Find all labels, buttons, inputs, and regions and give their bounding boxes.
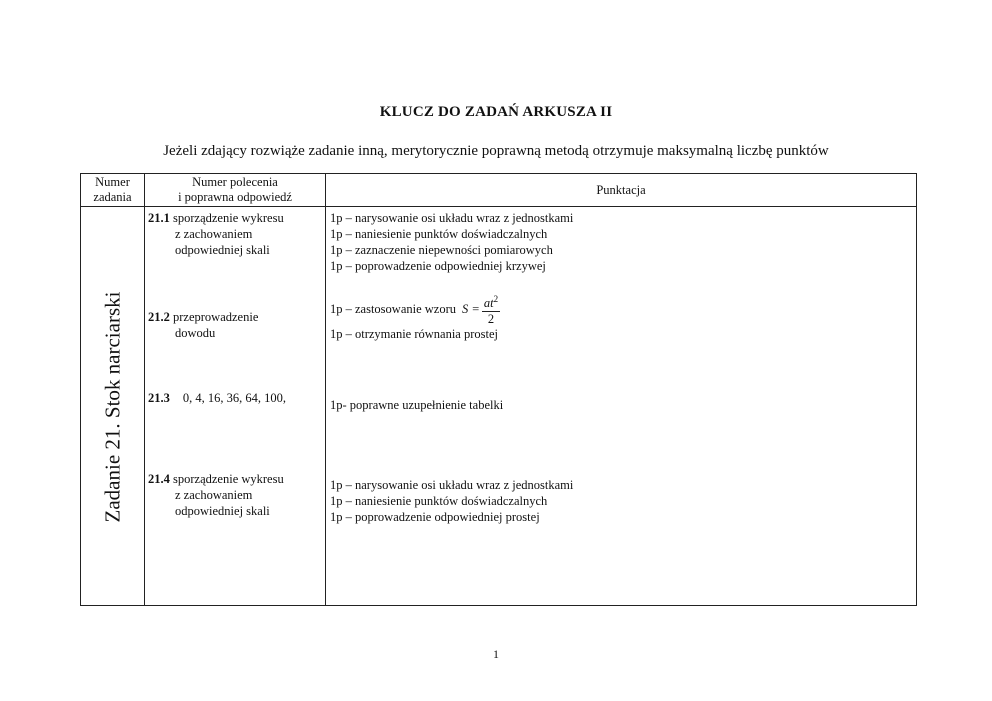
header-scoring: Punktacja xyxy=(596,183,646,197)
item-21-4-points: 1p – narysowanie osi układu wraz z jednostkami 1p – naniesienie punktów doświadczalnych 1p – poprowadzenie odpowiedniej prostej xyxy=(330,478,574,524)
column-divider-2 xyxy=(325,174,326,605)
formula-line: 1p – zastosowanie wzoru S = $\frac{at^2}{2}$ xyxy=(330,294,499,326)
answer-key-table xyxy=(80,173,917,606)
item-21-1-answer: 21.1 sporządzenie wykresu z zachowaniem odpowiedniej skali xyxy=(148,211,284,257)
item-number: 21.4 xyxy=(148,472,170,486)
item-21-4-answer: 21.4 sporządzenie wykresu z zachowaniem odpowiedniej skali xyxy=(148,472,284,518)
item-21-2-points: 1p – zastosowanie wzoru S = $\frac{at^2}{2}$ 1p – otrzymanie równania prostej xyxy=(330,292,910,342)
formula-lhs: S = xyxy=(462,302,480,316)
header-task-number: Numer zadania xyxy=(93,175,132,204)
page-number: 1 xyxy=(493,647,499,661)
item-number: 21.1 xyxy=(148,211,170,225)
item-number: 21.3 xyxy=(148,391,170,405)
item-21-1-points: 1p – narysowanie osi układu wraz z jednostkami 1p – naniesienie punktów doświadczalnych 1p – zaznaczenie niepewności pomiarowych 1p – poprowadzenie odpowiedniej krzywej xyxy=(330,211,574,273)
header-divider xyxy=(81,206,916,207)
item-21-2-answer: 21.2 przeprowadzenie dowodu xyxy=(148,310,259,340)
item-number: 21.2 xyxy=(148,310,170,324)
item-21-3-answer: 21.3 0, 4, 16, 36, 64, 100, xyxy=(148,391,286,405)
page-subtitle: Jeżeli zdający rozwiąże zadanie inną, merytorycznie poprawną metodą otrzymuje maksymalną liczbę punktów xyxy=(163,143,829,159)
task-label: Zadanie 21. Stok narciarski xyxy=(100,291,124,522)
item-21-3-points: 1p- poprawne uzupełnienie tabelki xyxy=(330,398,504,412)
page-title: KLUCZ DO ZADAŃ ARKUSZA II xyxy=(379,104,613,120)
task-label-cell xyxy=(81,207,144,606)
formula-fraction: $\frac{at^2}{2}$ xyxy=(483,294,499,326)
column-divider-1 xyxy=(144,174,145,605)
header-command-number: Numer polecenia i poprawna odpowiedź xyxy=(178,175,292,204)
